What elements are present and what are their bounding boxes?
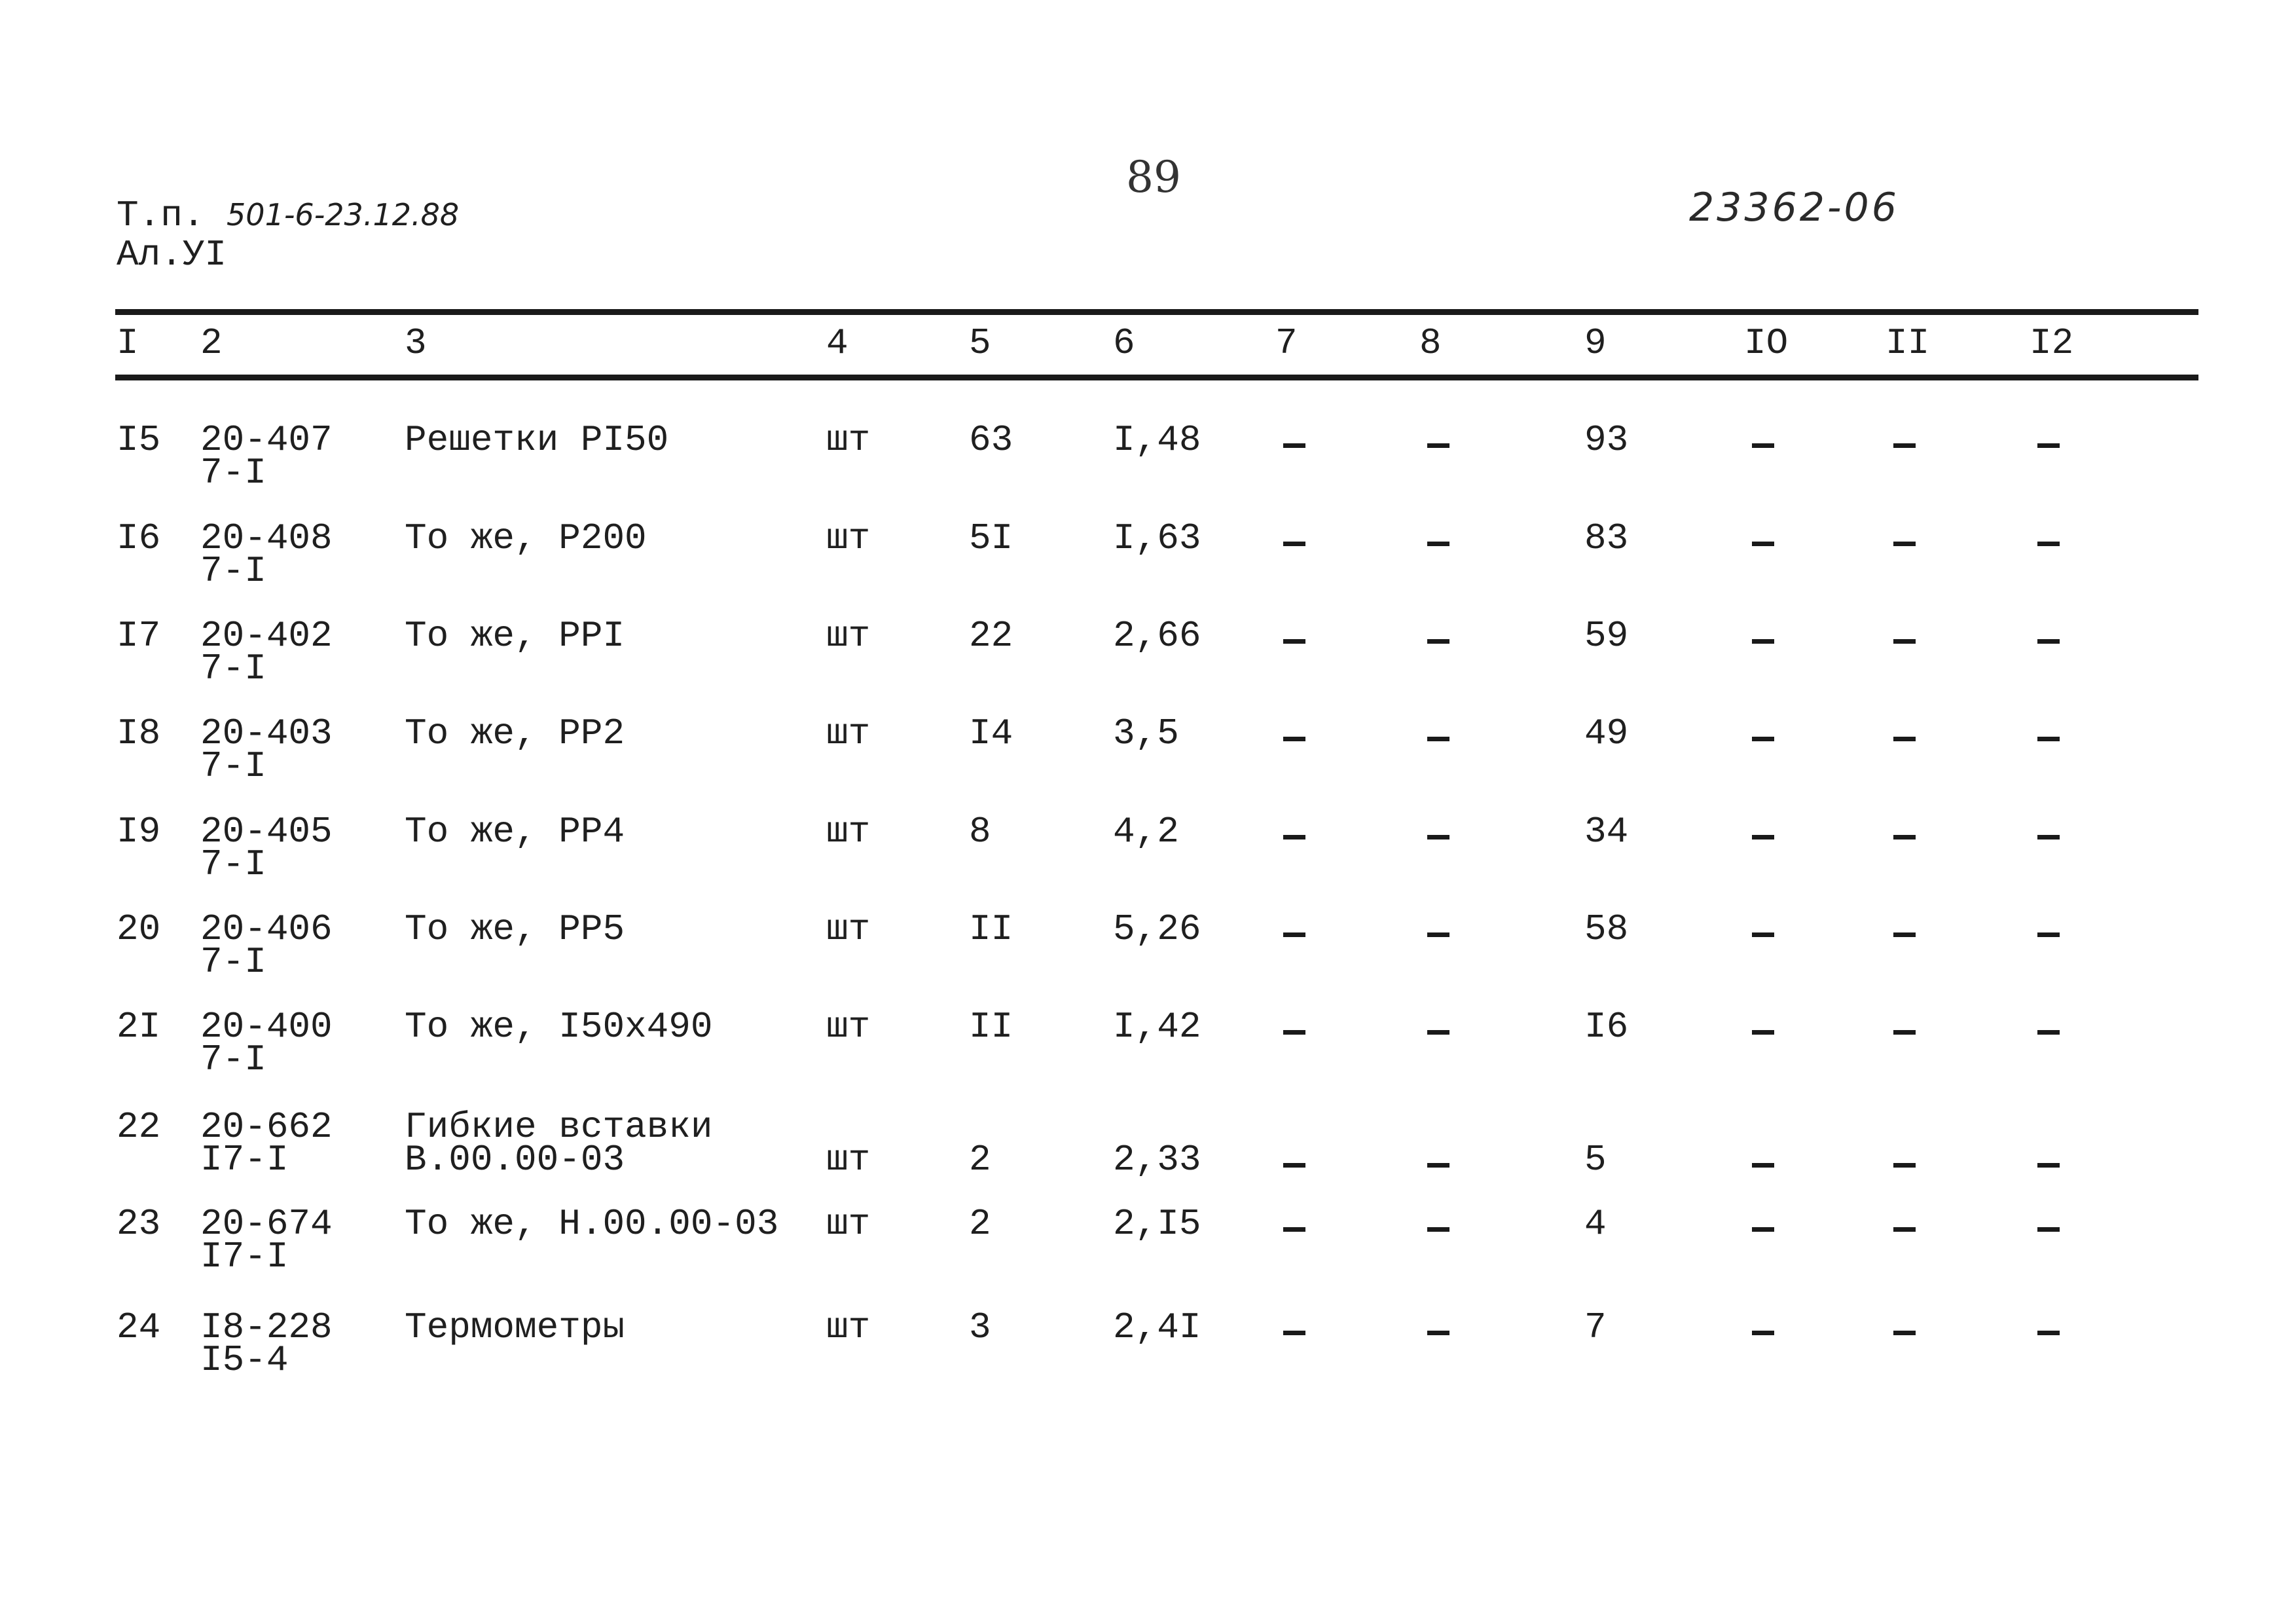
empty-value-dash <box>1752 932 1774 937</box>
unit-price: 2,4I <box>1113 1306 1201 1348</box>
row-number: I7 <box>117 615 161 657</box>
empty-value-dash <box>1283 1163 1305 1168</box>
empty-value-dash <box>1752 835 1774 840</box>
unit-price: I,48 <box>1113 419 1201 461</box>
empty-value-dash <box>1752 639 1774 644</box>
empty-value-dash <box>1893 932 1916 937</box>
empty-value-dash <box>1283 932 1305 937</box>
total: 5 <box>1584 1139 1607 1181</box>
item-name: Гибкие вставки <box>405 1106 713 1148</box>
unit-price: 3,5 <box>1113 712 1179 754</box>
empty-value-dash <box>1893 542 1916 546</box>
price-code: 20-662 <box>200 1106 333 1148</box>
price-code-sub: 7-I <box>200 941 266 983</box>
total: 7 <box>1584 1306 1607 1348</box>
unit: шт <box>826 517 871 559</box>
unit-price: 4,2 <box>1113 811 1179 853</box>
unit: шт <box>826 811 871 853</box>
column-header: 4 <box>826 322 848 364</box>
empty-value-dash <box>1427 443 1449 448</box>
empty-value-dash <box>1427 835 1449 840</box>
empty-value-dash <box>1752 1163 1774 1168</box>
price-code: 20-402 <box>200 615 333 657</box>
doc-ref-number: 501-6-23.12.88 <box>227 197 460 232</box>
empty-value-dash <box>1893 1227 1916 1232</box>
empty-value-dash <box>1752 1030 1774 1035</box>
empty-value-dash <box>1283 1030 1305 1035</box>
empty-value-dash <box>1752 1227 1774 1232</box>
quantity: II <box>969 1006 1013 1048</box>
album-label: Ал.УI <box>117 234 227 276</box>
price-code-sub: 7-I <box>200 550 266 592</box>
price-code: 20-405 <box>200 811 333 853</box>
item-name: То же, PP5 <box>405 908 625 950</box>
price-code-sub: 7-I <box>200 452 266 494</box>
total: 4 <box>1584 1203 1607 1245</box>
empty-value-dash <box>1893 1331 1916 1335</box>
price-code-sub: 7-I <box>200 843 266 885</box>
price-code: 20-406 <box>200 908 333 950</box>
price-code: I8-228 <box>200 1306 333 1348</box>
unit-price: 2,I5 <box>1113 1203 1201 1245</box>
row-number: I9 <box>117 811 161 853</box>
total: I6 <box>1584 1006 1629 1048</box>
unit: шт <box>826 1139 871 1181</box>
empty-value-dash <box>1893 443 1916 448</box>
item-name: То же, I50x490 <box>405 1006 713 1048</box>
column-header: 3 <box>405 322 427 364</box>
row-number: 23 <box>117 1203 161 1245</box>
empty-value-dash <box>1893 1163 1916 1168</box>
row-number: 22 <box>117 1106 161 1148</box>
price-code-sub: 7-I <box>200 1039 266 1080</box>
quantity: 8 <box>969 811 991 853</box>
unit-price: 2,33 <box>1113 1139 1201 1181</box>
quantity: 22 <box>969 615 1013 657</box>
row-number: I8 <box>117 712 161 754</box>
total: 93 <box>1584 419 1629 461</box>
quantity: I4 <box>969 712 1013 754</box>
empty-value-dash <box>1283 737 1305 741</box>
item-name: То же, PP2 <box>405 712 625 754</box>
quantity: 2 <box>969 1203 991 1245</box>
column-header: II <box>1886 322 1930 364</box>
empty-value-dash <box>1427 1227 1449 1232</box>
empty-value-dash <box>1427 1030 1449 1035</box>
price-code-sub: I5-4 <box>200 1339 289 1381</box>
quantity: 3 <box>969 1306 991 1348</box>
price-code: 20-674 <box>200 1203 333 1245</box>
unit: шт <box>826 615 871 657</box>
total: 59 <box>1584 615 1629 657</box>
item-name: То же, Н.00.00-03 <box>405 1203 779 1245</box>
empty-value-dash <box>1893 737 1916 741</box>
empty-value-dash <box>1283 1227 1305 1232</box>
item-name: То же, PPI <box>405 615 625 657</box>
doc-code: 23362-06 <box>1689 185 1899 231</box>
empty-value-dash <box>1427 542 1449 546</box>
column-header: 9 <box>1584 322 1607 364</box>
empty-value-dash <box>2037 443 2060 448</box>
empty-value-dash <box>1752 737 1774 741</box>
empty-value-dash <box>1283 835 1305 840</box>
empty-value-dash <box>2037 1227 2060 1232</box>
column-header: 8 <box>1419 322 1442 364</box>
item-name-line2: В.00.00-03 <box>405 1139 625 1181</box>
empty-value-dash <box>1893 835 1916 840</box>
unit: шт <box>826 1203 871 1245</box>
empty-value-dash <box>2037 1030 2060 1035</box>
empty-value-dash <box>1427 932 1449 937</box>
empty-value-dash <box>1752 542 1774 546</box>
row-number: 24 <box>117 1306 161 1348</box>
unit: шт <box>826 712 871 754</box>
empty-value-dash <box>1283 1331 1305 1335</box>
quantity: 2 <box>969 1139 991 1181</box>
doc-reference <box>117 195 459 274</box>
table-top-rule <box>115 309 2198 315</box>
table-header-rule <box>115 375 2198 380</box>
unit: шт <box>826 419 871 461</box>
unit: шт <box>826 1006 871 1048</box>
column-header: IO <box>1744 322 1789 364</box>
price-code: 20-407 <box>200 419 333 461</box>
empty-value-dash <box>2037 932 2060 937</box>
empty-value-dash <box>1427 737 1449 741</box>
empty-value-dash <box>1752 1331 1774 1335</box>
price-code-sub: 7-I <box>200 648 266 690</box>
price-code: 20-408 <box>200 517 333 559</box>
empty-value-dash <box>2037 737 2060 741</box>
quantity: 63 <box>969 419 1013 461</box>
column-header: 7 <box>1275 322 1298 364</box>
unit-price: I,42 <box>1113 1006 1201 1048</box>
empty-value-dash <box>1283 443 1305 448</box>
total: 83 <box>1584 517 1629 559</box>
doc-ref-prefix: Т.п. <box>117 194 205 236</box>
row-number: I6 <box>117 517 161 559</box>
column-header: 2 <box>200 322 223 364</box>
price-code: 20-403 <box>200 712 333 754</box>
price-code-sub: I7-I <box>200 1139 289 1181</box>
empty-value-dash <box>2037 1331 2060 1335</box>
empty-value-dash <box>2037 639 2060 644</box>
unit: шт <box>826 1306 871 1348</box>
empty-value-dash <box>1752 443 1774 448</box>
row-number: 2I <box>117 1006 161 1048</box>
unit: шт <box>826 908 871 950</box>
empty-value-dash <box>1893 1030 1916 1035</box>
column-header: 5 <box>969 322 991 364</box>
item-name: То же, P200 <box>405 517 647 559</box>
column-header: I <box>117 322 139 364</box>
total: 58 <box>1584 908 1629 950</box>
empty-value-dash <box>1427 639 1449 644</box>
empty-value-dash <box>1427 1331 1449 1335</box>
item-name: Термометры <box>405 1306 625 1348</box>
empty-value-dash <box>1427 1163 1449 1168</box>
column-header: I2 <box>2030 322 2074 364</box>
unit-price: 5,26 <box>1113 908 1201 950</box>
empty-value-dash <box>2037 1163 2060 1168</box>
row-number: 20 <box>117 908 161 950</box>
empty-value-dash <box>1893 639 1916 644</box>
price-code-sub: 7-I <box>200 745 266 787</box>
item-name: То же, PP4 <box>405 811 625 853</box>
item-name: Решетки PI50 <box>405 419 669 461</box>
quantity: II <box>969 908 1013 950</box>
price-code-sub: I7-I <box>200 1236 289 1278</box>
quantity: 5I <box>969 517 1013 559</box>
unit-price: 2,66 <box>1113 615 1201 657</box>
price-code: 20-400 <box>200 1006 333 1048</box>
total: 34 <box>1584 811 1629 853</box>
total: 49 <box>1584 712 1629 754</box>
empty-value-dash <box>1283 639 1305 644</box>
column-header: 6 <box>1113 322 1135 364</box>
page-number: 89 <box>1126 152 1181 202</box>
row-number: I5 <box>117 419 161 461</box>
empty-value-dash <box>2037 542 2060 546</box>
unit-price: I,63 <box>1113 517 1201 559</box>
empty-value-dash <box>1283 542 1305 546</box>
empty-value-dash <box>2037 835 2060 840</box>
